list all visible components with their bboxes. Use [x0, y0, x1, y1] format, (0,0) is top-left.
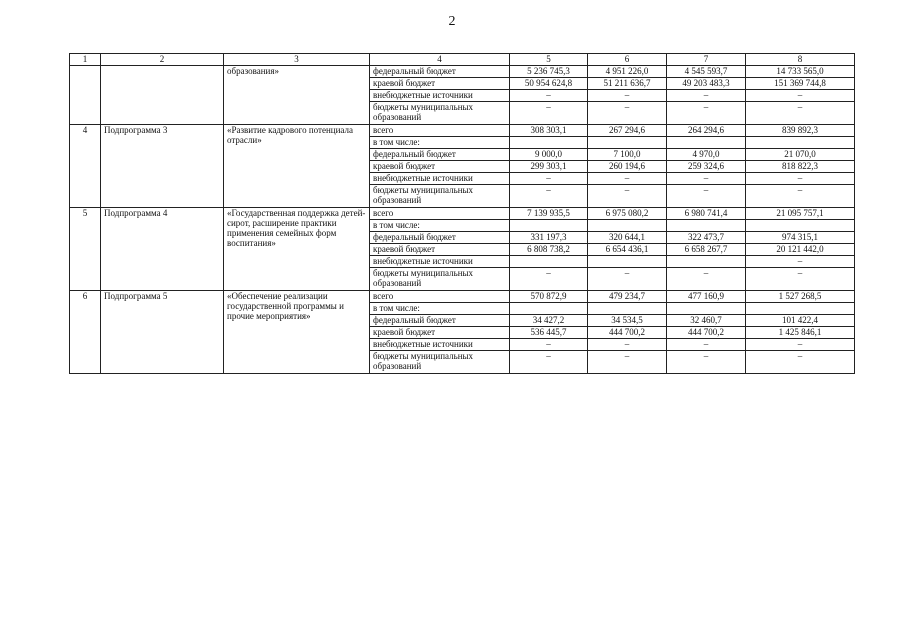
value-cell: 6 975 080,2: [588, 208, 667, 220]
value-cell: [510, 220, 588, 232]
value-cell: 32 460,7: [667, 315, 746, 327]
value-cell: 34 427,2: [510, 315, 588, 327]
funding-source-cell: федеральный бюджет: [370, 66, 510, 78]
funding-source-cell: бюджеты муниципальных образований: [370, 102, 510, 125]
funding-source-cell: краевой бюджет: [370, 244, 510, 256]
value-cell: –: [746, 185, 855, 208]
value-cell: [746, 220, 855, 232]
program-title-cell: образования»: [224, 66, 370, 125]
value-cell: –: [510, 268, 588, 291]
row-number-cell: 4: [70, 125, 101, 208]
value-cell: 4 545 593,7: [667, 66, 746, 78]
program-name-cell: Подпрограмма 4: [101, 208, 224, 291]
value-cell: –: [588, 90, 667, 102]
value-cell: 34 534,5: [588, 315, 667, 327]
funding-source-cell: краевой бюджет: [370, 161, 510, 173]
value-cell: 839 892,3: [746, 125, 855, 137]
value-cell: 1 527 268,5: [746, 291, 855, 303]
value-cell: 322 473,7: [667, 232, 746, 244]
funding-source-cell: федеральный бюджет: [370, 149, 510, 161]
funding-source-cell: внебюджетные источники: [370, 339, 510, 351]
value-cell: 14 733 565,0: [746, 66, 855, 78]
value-cell: –: [746, 256, 855, 268]
value-cell: 6 654 436,1: [588, 244, 667, 256]
value-cell: 320 644,1: [588, 232, 667, 244]
value-cell: –: [667, 268, 746, 291]
table-row: [70, 125, 855, 137]
column-number-5: 5: [510, 54, 588, 66]
value-cell: –: [746, 351, 855, 374]
value-cell: 444 700,2: [667, 327, 746, 339]
value-cell: [667, 303, 746, 315]
value-cell: 536 445,7: [510, 327, 588, 339]
value-cell: [510, 303, 588, 315]
column-number-7: 7: [667, 54, 746, 66]
value-cell: –: [510, 173, 588, 185]
funding-source-cell: всего: [370, 125, 510, 137]
funding-source-cell: в том числе:: [370, 137, 510, 149]
value-cell: –: [667, 351, 746, 374]
page-number: 2: [448, 14, 456, 29]
value-cell: –: [510, 185, 588, 208]
value-cell: –: [667, 102, 746, 125]
column-number-1: 1: [70, 54, 101, 66]
funding-source-cell: краевой бюджет: [370, 78, 510, 90]
budget-table: [69, 53, 855, 374]
value-cell: –: [588, 173, 667, 185]
value-cell: –: [746, 268, 855, 291]
value-cell: 6 980 741,4: [667, 208, 746, 220]
value-cell: [510, 137, 588, 149]
funding-source-cell: внебюджетные источники: [370, 256, 510, 268]
value-cell: 4 951 226,0: [588, 66, 667, 78]
value-cell: [667, 137, 746, 149]
value-cell: 477 160,9: [667, 291, 746, 303]
value-cell: 151 369 744,8: [746, 78, 855, 90]
header-row: [70, 54, 855, 66]
value-cell: 299 303,1: [510, 161, 588, 173]
value-cell: –: [667, 185, 746, 208]
column-number-6: 6: [588, 54, 667, 66]
column-number-4: 4: [370, 54, 510, 66]
value-cell: [588, 137, 667, 149]
value-cell: 7 139 935,5: [510, 208, 588, 220]
funding-source-cell: в том числе:: [370, 220, 510, 232]
funding-source-cell: федеральный бюджет: [370, 232, 510, 244]
value-cell: 308 303,1: [510, 125, 588, 137]
value-cell: [667, 220, 746, 232]
value-cell: 818 822,3: [746, 161, 855, 173]
funding-source-cell: внебюджетные источники: [370, 90, 510, 102]
value-cell: 6 658 267,7: [667, 244, 746, 256]
funding-source-cell: всего: [370, 291, 510, 303]
value-cell: –: [510, 102, 588, 125]
value-cell: –: [588, 351, 667, 374]
program-title-cell: «Обеспечение реализации государственной программы и прочие мероприятия»: [224, 291, 370, 374]
value-cell: –: [746, 173, 855, 185]
funding-source-cell: краевой бюджет: [370, 327, 510, 339]
value-cell: 570 872,9: [510, 291, 588, 303]
row-number-cell: 5: [70, 208, 101, 291]
program-name-cell: [101, 66, 224, 125]
row-number-cell: 6: [70, 291, 101, 374]
program-name-cell: Подпрограмма 5: [101, 291, 224, 374]
value-cell: 51 211 636,7: [588, 78, 667, 90]
value-cell: –: [746, 90, 855, 102]
value-cell: 9 000,0: [510, 149, 588, 161]
value-cell: –: [746, 102, 855, 125]
value-cell: 4 970,0: [667, 149, 746, 161]
value-cell: –: [667, 90, 746, 102]
funding-source-cell: внебюджетные источники: [370, 173, 510, 185]
value-cell: [510, 256, 588, 268]
value-cell: 20 121 442,0: [746, 244, 855, 256]
value-cell: –: [588, 102, 667, 125]
table-row: [70, 208, 855, 220]
value-cell: –: [588, 339, 667, 351]
funding-source-cell: бюджеты муниципальных образований: [370, 351, 510, 374]
table-row: [70, 66, 855, 78]
value-cell: 264 294,6: [667, 125, 746, 137]
value-cell: 50 954 624,8: [510, 78, 588, 90]
program-title-cell: «Государственная поддержка детей- сирот, расширение практики применения семейных форм воспитания»: [224, 208, 370, 291]
value-cell: 21 095 757,1: [746, 208, 855, 220]
value-cell: [746, 303, 855, 315]
value-cell: 444 700,2: [588, 327, 667, 339]
column-number-3: 3: [224, 54, 370, 66]
value-cell: 21 070,0: [746, 149, 855, 161]
value-cell: –: [510, 339, 588, 351]
value-cell: [588, 256, 667, 268]
value-cell: 331 197,3: [510, 232, 588, 244]
column-number-8: 8: [746, 54, 855, 66]
program-name-cell: Подпрограмма 3: [101, 125, 224, 208]
program-title-cell: «Развитие кадрового потенциала отрасли»: [224, 125, 370, 208]
value-cell: 49 203 483,3: [667, 78, 746, 90]
value-cell: –: [510, 90, 588, 102]
table-row: [70, 291, 855, 303]
value-cell: 7 100,0: [588, 149, 667, 161]
value-cell: [746, 137, 855, 149]
funding-source-cell: бюджеты муниципальных образований: [370, 185, 510, 208]
value-cell: –: [588, 185, 667, 208]
value-cell: 974 315,1: [746, 232, 855, 244]
value-cell: 6 808 738,2: [510, 244, 588, 256]
value-cell: [588, 303, 667, 315]
column-number-2: 2: [101, 54, 224, 66]
value-cell: [667, 256, 746, 268]
row-number-cell: [70, 66, 101, 125]
value-cell: 259 324,6: [667, 161, 746, 173]
value-cell: 5 236 745,3: [510, 66, 588, 78]
value-cell: –: [667, 173, 746, 185]
value-cell: –: [746, 339, 855, 351]
funding-source-cell: бюджеты муниципальных образований: [370, 268, 510, 291]
value-cell: –: [588, 268, 667, 291]
funding-source-cell: в том числе:: [370, 303, 510, 315]
value-cell: 479 234,7: [588, 291, 667, 303]
value-cell: [588, 220, 667, 232]
funding-source-cell: федеральный бюджет: [370, 315, 510, 327]
funding-source-cell: всего: [370, 208, 510, 220]
value-cell: 1 425 846,1: [746, 327, 855, 339]
value-cell: 101 422,4: [746, 315, 855, 327]
value-cell: –: [510, 351, 588, 374]
value-cell: –: [667, 339, 746, 351]
value-cell: 267 294,6: [588, 125, 667, 137]
value-cell: 260 194,6: [588, 161, 667, 173]
